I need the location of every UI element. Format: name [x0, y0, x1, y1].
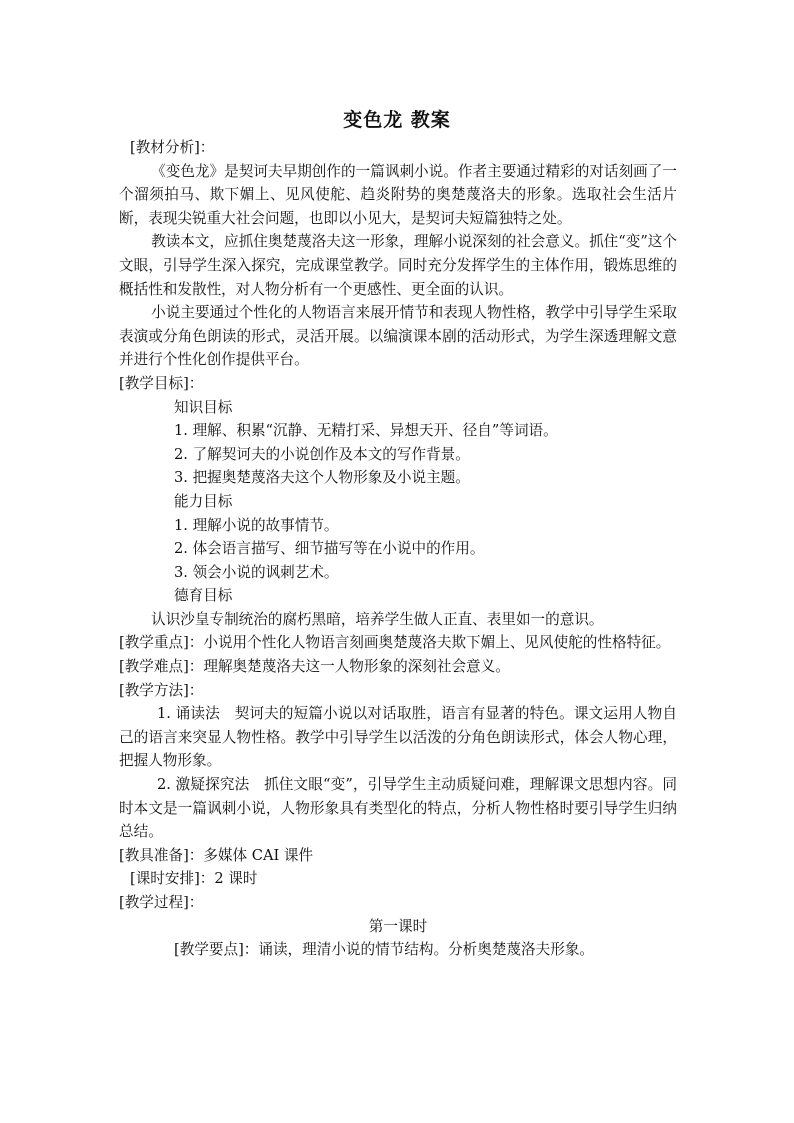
material-paragraph-2: 教读本文，应抓住奥楚蔑洛夫这一形象，理解小说深刻的社会意义。抓住“变”这个文眼，引导学生深入探究，完成课堂教学。同时充分发挥学生的主体作用，锻炼思维的概括性和发散性，对人物分析有一个更感性、更全面的认识。: [119, 233, 677, 298]
ability-item-1: 1. 理解小说的故事情节。: [174, 516, 339, 534]
lesson-requirements: [教学要点]：诵读，理清小说的情节结构。分析奥楚蔑洛夫形象。: [174, 941, 595, 959]
knowledge-item-1: 1. 理解、积累“沉静、无精打采、异想天开、径自”等词语。: [174, 422, 558, 440]
moral-objectives-text: 认识沙皇专制统治的腐朽黑暗，培养学生做人正直、表里如一的意识。: [151, 610, 604, 628]
schedule: [课时安排]：2 课时: [130, 870, 258, 888]
lesson-title: 第一课时: [368, 917, 428, 935]
method-2: 2. 激疑探究法 抓住文眼“变”，引导学生主动质疑问难，理解课文思想内容。同时本文是一篇讽刺小说，人物形象具有类型化的特点，分析人物性格时要引导学生归纳总结。: [119, 776, 677, 841]
document-title: 变色龙 教案: [343, 109, 451, 131]
material-paragraph-3: 小说主要通过个性化的人物语言来展开情节和表现人物性格，教学中引导学生采取表演或分角色朗读的形式，灵活开展。以编演课本剧的活动形式，为学生深透理解文意并进行个性化创作提供平台。: [119, 304, 677, 369]
document-body: [119, 136, 677, 962]
key-point: [教学重点]：小说用个性化人物语言刻画奥楚蔑洛夫欺下媚上、见风使舵的性格特征。: [119, 634, 671, 652]
ability-objectives-heading: 能力目标: [174, 492, 233, 510]
method-heading: [教学方法]：: [119, 681, 204, 699]
equipment: [教具准备]：多媒体 CAI 课件: [119, 846, 314, 864]
material-paragraph-1: 《变色龙》是契诃夫早期创作的一篇讽刺小说。作者主要通过精彩的对话刻画了一个溜须拍马、欺下媚上、见风使舵、趋炎附势的奥楚蔑洛夫的形象。选取社会生活片断，表现尖锐重大社会问题，也即以小见大，是契诃夫短篇独特之处。: [119, 162, 677, 227]
knowledge-objectives-heading: 知识目标: [174, 398, 233, 416]
ability-item-2: 2. 体会语言描写、细节描写等在小说中的作用。: [174, 540, 485, 558]
ability-item-3: 3. 领会小说的讽刺艺术。: [174, 563, 339, 581]
moral-objectives-heading: 德育目标: [174, 587, 233, 605]
process-heading: [教学过程]：: [119, 894, 204, 911]
material-analysis-heading: [教材分析]：: [130, 139, 215, 156]
objectives-heading: [教学目标]：: [119, 374, 204, 392]
knowledge-item-2: 2. 了解契诃夫的小说创作及本文的写作背景。: [174, 445, 470, 463]
knowledge-item-3: 3. 把握奥楚蔑洛夫这个人物形象及小说主题。: [174, 469, 470, 487]
method-1: 1. 诵读法 契诃夫的短篇小说以对话取胜，语言有显著的特色。课文运用人物自己的语言来突显人物性格。教学中引导学生以活泼的分角色朗读形式，体会人物心理，把握人物形象。: [119, 705, 677, 770]
difficulty-point: [教学难点]：理解奥楚蔑洛夫这一人物形象的深刻社会意义。: [119, 658, 510, 676]
